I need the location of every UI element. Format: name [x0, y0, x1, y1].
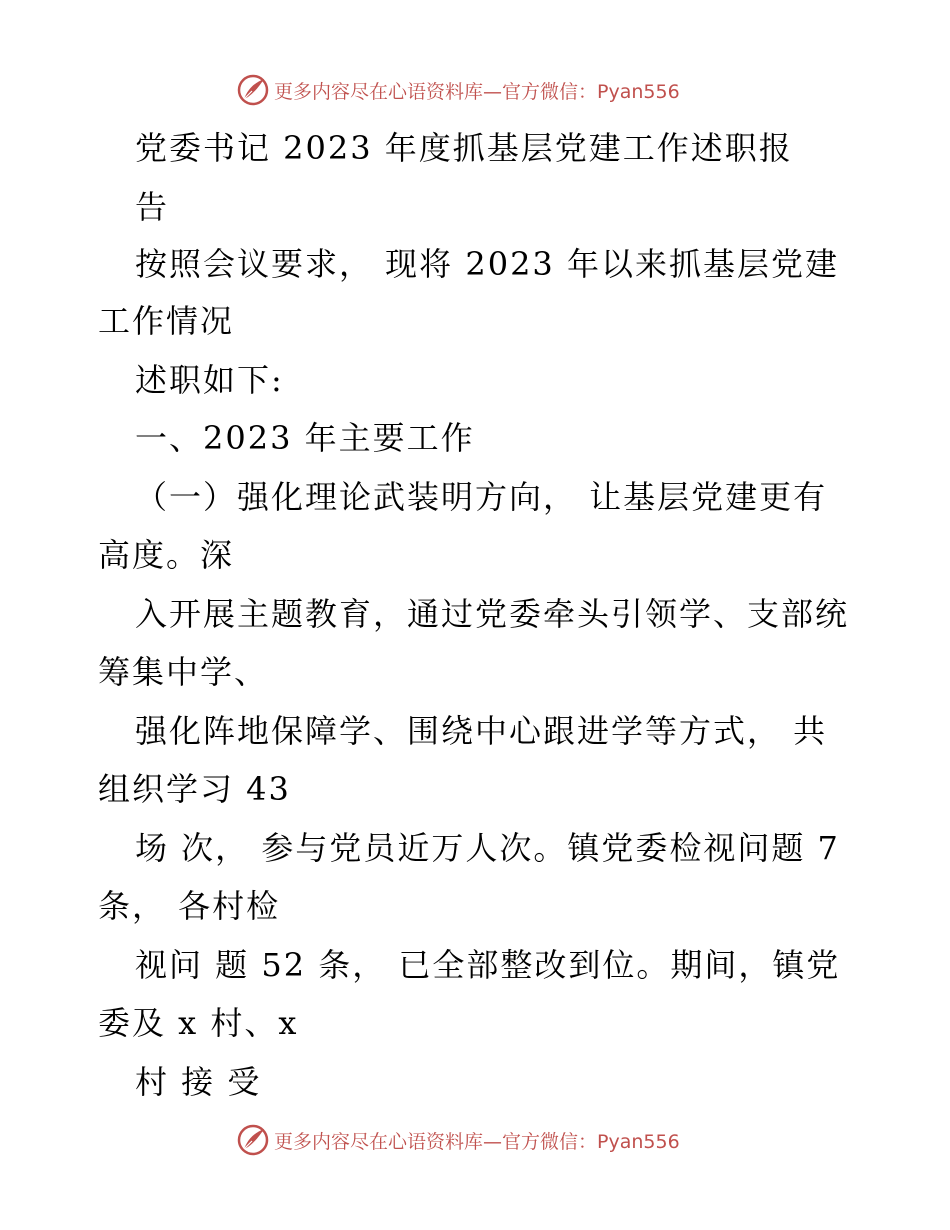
section-heading: 一、2023 年主要工作	[135, 419, 475, 457]
subsection-heading: （一）强化理论武装明方向， 让基层党建更有	[135, 478, 828, 516]
paragraph-line: 工作情况	[98, 302, 235, 340]
paragraph-line: 视问 题 52 条， 已全部整改到位。期间，镇党	[135, 946, 841, 984]
title-line-2: 告	[135, 188, 170, 226]
paragraph-line: 委及 x 村、x	[98, 1004, 299, 1042]
title-line-1: 党委书记 2023 年度抓基层党建工作述职报	[135, 129, 793, 167]
paragraph-line: 场 次， 参与党员近万人次。镇党委检视问题 7	[135, 829, 840, 867]
watermark-text: 更多内容尽在心语资料库—官方微信：Pyan556	[274, 80, 680, 103]
paragraph-line: 筹集中学、	[98, 653, 269, 691]
watermark-footer	[236, 1122, 756, 1158]
paragraph-line: 述职如下:	[135, 361, 284, 399]
watermark-text: 更多内容尽在心语资料库—官方微信：Pyan556	[274, 1130, 680, 1153]
paragraph-line: 高度。深	[98, 536, 235, 574]
paragraph-line: 村 接 受	[135, 1063, 262, 1101]
quill-logo-icon	[236, 1123, 270, 1157]
paragraph-line: 组织学习 43	[98, 770, 291, 808]
paragraph-line: 强化阵地保障学、围绕中心跟进学等方式， 共	[135, 712, 828, 750]
watermark-header	[236, 72, 756, 108]
quill-logo-icon	[236, 73, 270, 107]
paragraph-line: 按照会议要求， 现将 2023 年以来抓基层党建	[135, 245, 839, 283]
paragraph-line: 入开展主题教育，通过党委牵头引领学、支部统	[135, 595, 850, 633]
paragraph-line: 条， 各村检	[98, 887, 281, 925]
